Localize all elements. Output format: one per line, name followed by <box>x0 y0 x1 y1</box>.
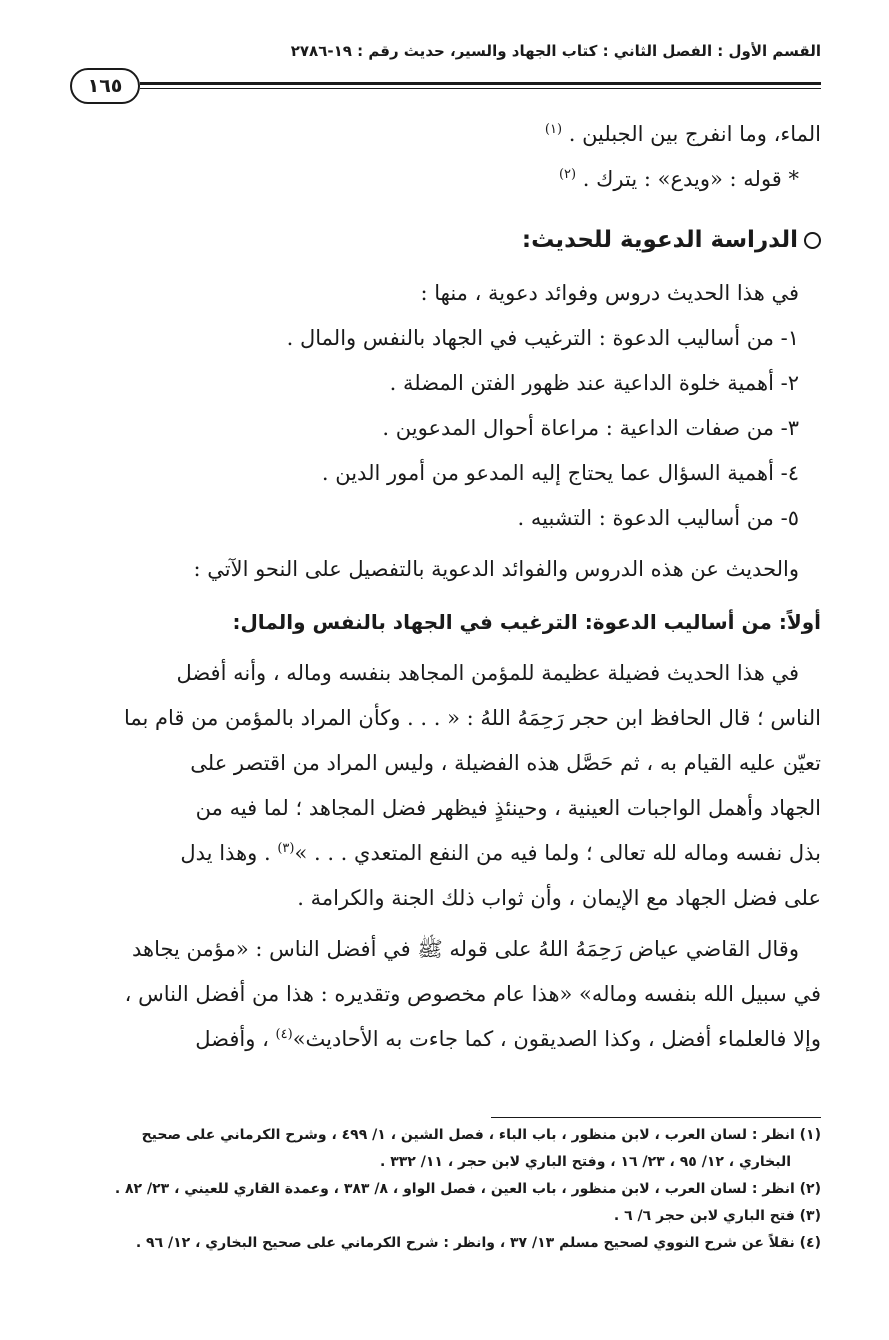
paragraph-line: وإلا فالعلماء أفضل ، وكذا الصديقون ، كما جاءت به الأحاديث»$^{(٤)}$ ، وأفضل <box>195 1027 821 1051</box>
page-number: ١٦٥ <box>70 68 140 104</box>
paragraph-2 <box>69 927 821 1062</box>
running-title: القسم الأول : الفصل الثاني : كتاب الجهاد والسير، حديث رقم : ١٩-٢٧٨٦ <box>290 42 821 60</box>
list-item-2: ٢- أهمية خلوة الداعية عند ظهور الفتن المضلة . <box>389 371 799 395</box>
footnote-4: (٤) نقلاً عن شرح النووي لصحيح مسلم ١٣/ ٣٧ ، وانظر : شرح الكرماني على صحيح البخاري ، ١٢/ ٩٦ . <box>135 1235 821 1251</box>
footnote-ref-3: (٣) <box>277 841 295 856</box>
paragraph-line: على فضل الجهاد مع الإيمان ، وأن ثواب ذلك الجنة والكرامة . <box>297 886 821 910</box>
paragraph-line: الناس ؛ قال الحافظ ابن حجر رَحِمَهُ اللهُ : « . . . وكأن المراد بالمؤمن من قام بما <box>123 706 821 730</box>
list-item-5: ٥- من أساليب الدعوة : التشبيه . <box>517 506 799 530</box>
subheading-first: أولاً: من أساليب الدعوة: الترغيب في الجهاد بالنفس والمال: <box>232 610 821 634</box>
footnote-ref-4: (٤) <box>275 1027 293 1042</box>
intro-line-1: الماء، وما انفرج بين الجبلين . $^{(١)}$ <box>544 122 821 146</box>
section-heading: الدراسة الدعوية للحديث: <box>69 218 821 263</box>
paragraph-1 <box>69 651 821 921</box>
intro-line-2: * قوله : «ويدع» : يترك . $^{(٢)}$ <box>558 167 799 191</box>
section-closing: والحديث عن هذه الدروس والفوائد الدعوية بالتفصيل على النحو الآتي : <box>193 557 799 581</box>
footnote-ref-2: (٢) <box>558 167 577 182</box>
main-text <box>69 112 821 1062</box>
paragraph-line: في هذا الحديث فضيلة عظيمة للمؤمن المجاهد بنفسه وماله ، وأنه أفضل <box>176 661 799 685</box>
footnote-1: (١) انظر : لسان العرب ، لابن منظور ، باب الباء ، فصل الشين ، ١/ ٤٩٩ ، وشرح الكرماني على صحيح <box>141 1127 821 1143</box>
footnote-2: (٢) انظر : لسان العرب ، لابن منظور ، باب العين ، فصل الواو ، ٨/ ٣٨٣ ، وعمدة القاري للعيني ، ٢٣/ ٨٢ . <box>114 1181 821 1197</box>
section-lead: في هذا الحديث دروس وفوائد دعوية ، منها : <box>420 281 799 305</box>
paragraph-line: بذل نفسه وماله لله تعالى ؛ ولما فيه من النفع المتعدي . . . »$^{(٣)}$ . وهذا يدل <box>180 841 821 865</box>
footnote-ref-1: (١) <box>544 122 563 137</box>
list-item-4: ٤- أهمية السؤال عما يحتاج إليه المدعو من أمور الدين . <box>321 461 799 485</box>
footnote-rule <box>491 1117 821 1118</box>
paragraph-line: وقال القاضي عياض رَحِمَهُ اللهُ على قوله ﷺ في أفضل الناس : «مؤمن يجاهد <box>131 937 799 961</box>
footnote-3: (٣) فتح الباري لابن حجر ٦/ ٦ . <box>613 1208 821 1224</box>
list-item-3: ٣- من صفات الداعية : مراعاة أحوال المدعوين . <box>382 416 799 440</box>
circle-bullet-icon <box>804 232 821 249</box>
paragraph-line: في سبيل الله بنفسه وماله» «هذا عام مخصوص وتقديره : هذا من أفضل الناس ، <box>124 982 821 1006</box>
header-rule <box>140 82 821 89</box>
footnote-1-continued: البخاري ، ١٢/ ٩٥ ، ٢٣/ ١٦ ، وفتح الباري لابن حجر ، ١١/ ٣٣٢ . <box>380 1154 791 1170</box>
footnotes <box>69 1122 821 1257</box>
paragraph-line: تعيّن عليه القيام به ، ثم حَصَّل هذه الفضيلة ، وليس المراد من اقتصر على <box>190 751 821 775</box>
paragraph-line: الجهاد وأهمل الواجبات العينية ، وحينئذٍ فيظهر فضل المجاهد ؛ لما فيه من <box>195 796 821 820</box>
list-item-1: ١- من أساليب الدعوة : الترغيب في الجهاد بالنفس والمال . <box>286 326 799 350</box>
